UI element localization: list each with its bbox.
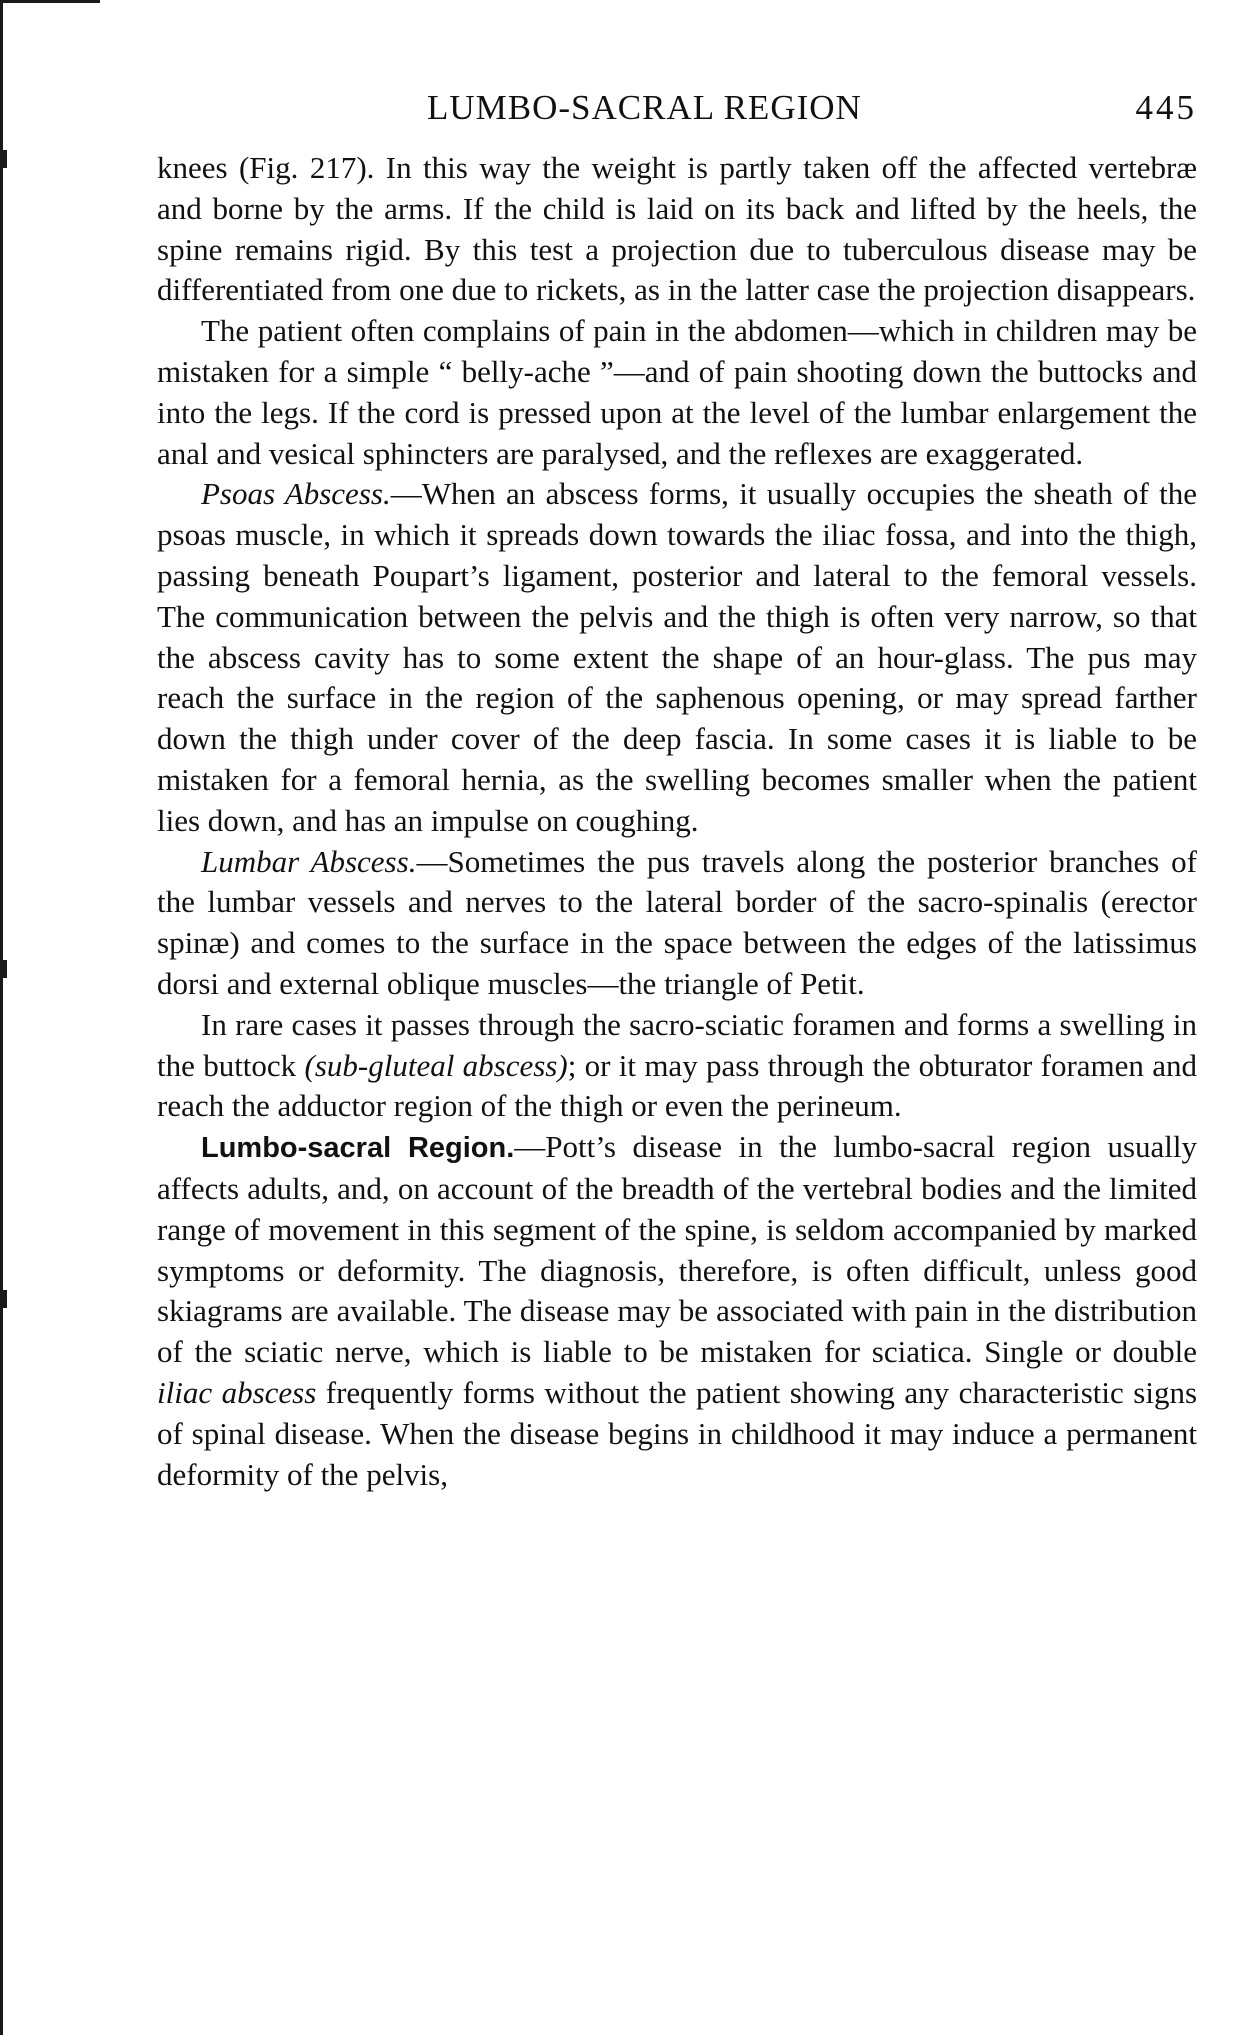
paragraph-abdominal-pain [157, 311, 1197, 474]
italic-term-sub-gluteal-abscess: (sub-gluteal abscess) [304, 1047, 568, 1083]
section-heading-lumbar-abscess: Lumbar Abscess. [201, 843, 417, 879]
paragraph-text: —Pott’s disease in the lumbo-sacral region usually affects adults, and, on account of the breadth of the vertebral bodies and the limited range of movement in this segment of the spine, is seldom accompanied by marked symptoms or deformity. The diagnosis, therefore, is often difficult, unless good skiagrams are available. The disease may be associated with pain in the distribution of the sciatic nerve, which is liable to be mistaken for sciatica. Single or double [157, 1129, 1198, 1370]
paragraph-text: In rare cases it passes through the sacro-sciatic foramen and forms a swelling in the buttock [157, 1006, 1197, 1083]
running-head-title: LUMBO-SACRAL REGION [427, 88, 862, 127]
paragraph-text: knees (Fig. 217). In this way the weight is partly taken off the affected vertebræ and borne by the arms. If the child is laid on its back and lifted by the heels, the spine remains rigid. By this test a projection due to tuberculous disease may be differentiated from one due to rickets, as in the latter case the projection disappears. [157, 150, 1197, 308]
paragraph-lumbar-abscess [157, 842, 1197, 1005]
page-binding-edge [0, 0, 10, 2035]
paragraph-continuation [157, 148, 1197, 311]
paragraph-text: —Sometimes the pus travels along the posterior branches of the lumbar vessels and nerves to the lateral border of the sacro-spinalis (erector spinæ) and comes to the surface in the space between the edges of the latissimus dorsi and external oblique muscles—the triangle of Petit. [157, 843, 1198, 1001]
body-text [157, 148, 1197, 1495]
paragraph-text: The patient often complains of pain in the abdomen—which in children may be mistaken for a simple “ belly-ache ”—and of pain shooting down the buttocks and into the legs. If the cord is pressed upon at the level of the lumbar enlargement the anal and vesical sphincters are paralysed, and the reflexes are exaggerated. [157, 313, 1197, 471]
paragraph-psoas-abscess [157, 474, 1197, 841]
paragraph-rare-cases [157, 1005, 1197, 1127]
book-page [157, 88, 1197, 1495]
italic-term-iliac-abscess: iliac abscess [157, 1374, 317, 1410]
page-number: 445 [1135, 88, 1197, 127]
section-heading-lumbo-sacral-region: Lumbo-sacral Region. [201, 1132, 515, 1165]
paragraph-text: —When an abscess forms, it usually occupies the sheath of the psoas muscle, in which it spreads down towards the iliac fossa, and into the thigh, passing beneath Poupart’s ligament, posterior and lateral to the femoral vessels. The communication between the pelvis and the thigh is often very narrow, so that the abscess cavity has to some extent the shape of an hour-glass. The pus may reach the surface in the region of the saphenous opening, or may spread farther down the thigh under cover of the deep fascia. In some cases it is liable to be mistaken for a femoral hernia, as the swelling becomes smaller when the patient lies down, and has an impulse on coughing. [157, 476, 1197, 838]
paragraph-text: ; or it may pass through the obturator foramen and reach the adductor region of the thigh or even the perineum. [157, 1047, 1198, 1124]
paragraph-text: frequently forms without the patient showing any characteristic signs of spinal disease. When the disease begins in childhood it may induce a permanent deformity of the pelvis, [157, 1374, 1198, 1492]
paragraph-lumbo-sacral-region [157, 1127, 1197, 1495]
section-heading-psoas-abscess: Psoas Abscess. [201, 476, 391, 512]
running-head [157, 88, 1197, 140]
